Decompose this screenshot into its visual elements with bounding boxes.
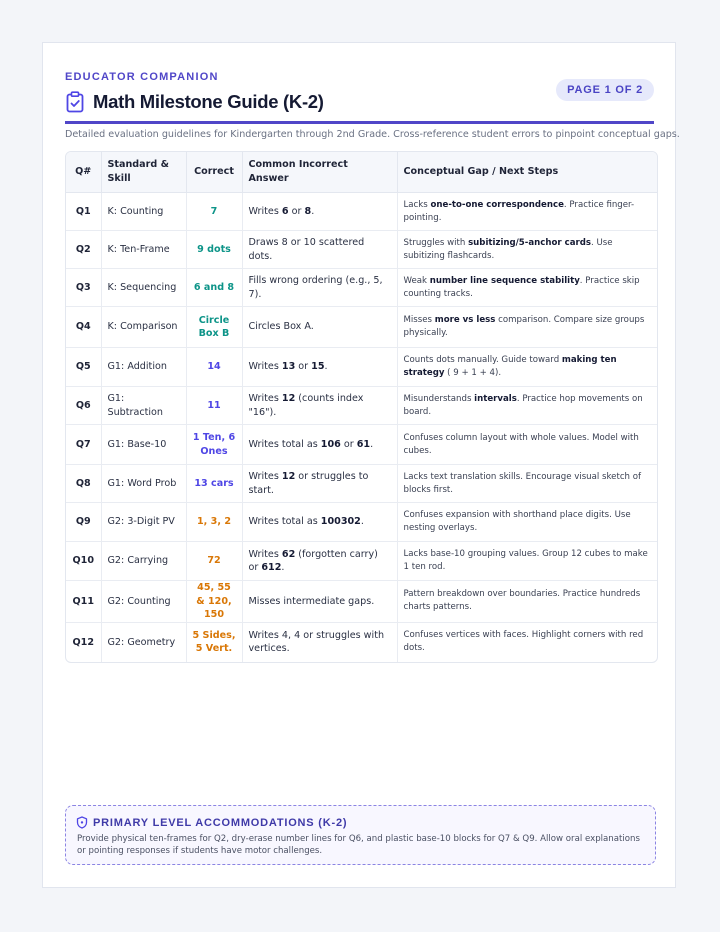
table-body [66, 193, 657, 663]
emphasis-text: 106 [320, 438, 341, 450]
text-segment: . Use subitizing flashcards. [403, 237, 613, 261]
question-number: Q3 [66, 269, 101, 307]
emphasis-text: one-to-one correspondence [430, 199, 564, 210]
text-segment: (counts index "16"). [248, 393, 364, 418]
emphasis-text: 612 [261, 562, 282, 573]
title-divider [65, 121, 654, 124]
emphasis-text: 12 [281, 471, 296, 482]
emphasis-text: number line sequence stability [429, 275, 580, 286]
question-number: Q9 [66, 503, 101, 542]
conceptual-gap [397, 307, 657, 348]
text-segment: Writes [248, 471, 282, 482]
incorrect-answer [242, 269, 397, 307]
question-number: Q5 [66, 348, 101, 387]
page-subtitle: Detailed evaluation guidelines for Kindergarten through 2nd Grade. Cross-reference student errors to pinpoint conceptual gaps. [65, 129, 680, 140]
column-header-skill: Standard & Skill [101, 152, 186, 193]
text-segment: or [295, 361, 312, 373]
emphasis-text: intervals [474, 393, 517, 404]
accommodations-box [65, 805, 656, 865]
emphasis-text: making ten strategy [403, 355, 617, 378]
question-number: Q4 [66, 307, 101, 348]
text-segment: Writes [248, 361, 282, 373]
table-row [66, 387, 657, 425]
table-row [66, 348, 657, 387]
text-segment: or [340, 438, 357, 450]
question-number: Q6 [66, 387, 101, 425]
text-segment: . [324, 361, 328, 373]
text-segment: Circles Box A. [248, 321, 314, 333]
column-header-q: Q# [66, 152, 101, 193]
emphasis-text: 12 [281, 393, 296, 404]
emphasis-text: subitizing/5-anchor cards [468, 237, 592, 248]
correct-answer: 11 [186, 387, 242, 425]
incorrect-answer [242, 622, 397, 662]
question-number: Q12 [66, 622, 101, 662]
standard-skill: G2: Counting [101, 581, 186, 623]
conceptual-gap [397, 193, 657, 231]
milestone-table [66, 152, 657, 662]
text-segment: Draws 8 or 10 scattered dots. [248, 237, 365, 262]
text-segment: or struggles to start. [248, 471, 369, 496]
text-segment: ( 9 + 1 + 4). [444, 368, 502, 378]
incorrect-answer [242, 503, 397, 542]
text-segment: Counts dots manually. Guide toward [403, 355, 562, 365]
question-number: Q1 [66, 193, 101, 231]
correct-answer: 7 [186, 193, 242, 231]
page-badge: PAGE 1 OF 2 [556, 79, 654, 101]
column-header-correct: Correct [186, 152, 242, 193]
standard-skill: K: Comparison [101, 307, 186, 348]
text-segment: . Practice finger-pointing. [403, 199, 635, 223]
emphasis-text: 8 [304, 205, 312, 217]
text-segment: . Practice skip counting tracks. [403, 275, 640, 299]
text-segment: . Practice hop movements on board. [403, 393, 643, 417]
emphasis-text: 100302 [320, 516, 361, 528]
table-row [66, 307, 657, 348]
correct-answer: 1 Ten, 6 Ones [186, 425, 242, 465]
correct-answer: Circle Box B [186, 307, 242, 348]
text-segment: Misses [403, 315, 435, 325]
text-segment: Confuses column layout with whole values. Model with cubes. [403, 432, 639, 456]
standard-skill: G1: Subtraction [101, 387, 186, 425]
text-segment: . [281, 562, 285, 573]
text-segment: comparison. Compare size groups physically. [403, 315, 645, 338]
correct-answer: 5 Sides, 5 Vert. [186, 622, 242, 662]
correct-answer: 9 dots [186, 231, 242, 269]
emphasis-text: 6 [281, 205, 289, 217]
incorrect-answer [242, 581, 397, 623]
conceptual-gap [397, 348, 657, 387]
correct-answer: 6 and 8 [186, 269, 242, 307]
emphasis-text: 61 [356, 438, 371, 450]
correct-answer: 45, 55 & 120, 150 [186, 581, 242, 623]
standard-skill: G1: Word Prob [101, 465, 186, 503]
conceptual-gap [397, 581, 657, 623]
incorrect-answer [242, 425, 397, 465]
conceptual-gap [397, 387, 657, 425]
table-row [66, 269, 657, 307]
emphasis-text: 15 [311, 361, 325, 373]
conceptual-gap [397, 465, 657, 503]
clipboard-check-icon [65, 91, 85, 113]
incorrect-answer [242, 193, 397, 231]
eyebrow-label: EDUCATOR COMPANION [65, 71, 219, 83]
text-segment: Confuses vertices with faces. Highlight corners with red dots. [403, 630, 644, 654]
incorrect-answer [242, 231, 397, 269]
standard-skill: K: Counting [101, 193, 186, 231]
emphasis-text: 13 [281, 361, 296, 373]
correct-answer: 1, 3, 2 [186, 503, 242, 542]
conceptual-gap [397, 269, 657, 307]
emphasis-text: more vs less [434, 315, 496, 325]
table-row [66, 193, 657, 231]
text-segment: Lacks text translation skills. Encourage visual sketch of blocks first. [403, 471, 642, 495]
incorrect-answer [242, 307, 397, 348]
incorrect-answer [242, 387, 397, 425]
conceptual-gap [397, 231, 657, 269]
text-segment: Struggles with [403, 237, 469, 248]
text-segment: (forgotten carry) or [248, 548, 378, 573]
incorrect-answer [242, 465, 397, 503]
text-segment: Confuses expansion with shorthand place digits. Use nesting overlays. [403, 510, 631, 533]
text-segment: Writes total as [248, 438, 321, 450]
accommodations-heading [76, 816, 347, 829]
text-segment: . [360, 516, 364, 528]
text-segment: Writes 4, 4 or struggles with vertices. [248, 629, 385, 655]
document-page [42, 42, 680, 888]
standard-skill: K: Ten-Frame [101, 231, 186, 269]
standard-skill: G2: Carrying [101, 542, 186, 581]
standard-skill: G1: Addition [101, 348, 186, 387]
standard-skill: K: Sequencing [101, 269, 186, 307]
text-segment: Lacks [403, 199, 431, 210]
conceptual-gap [397, 503, 657, 542]
table-row [66, 231, 657, 269]
accommodations-title: PRIMARY LEVEL ACCOMMODATIONS (K-2) [93, 816, 348, 829]
text-segment: Misses intermediate gaps. [248, 595, 375, 607]
shield-icon [76, 816, 88, 829]
correct-answer: 72 [186, 542, 242, 581]
table-row [66, 581, 657, 623]
column-header-incorrect: Common Incorrect Answer [242, 152, 397, 193]
conceptual-gap [397, 542, 657, 581]
question-number: Q11 [66, 581, 101, 623]
incorrect-answer [242, 348, 397, 387]
incorrect-answer [242, 542, 397, 581]
text-segment: Pattern breakdown over boundaries. Practice hundreds charts patterns. [403, 589, 641, 613]
text-segment: or [288, 205, 305, 217]
question-number: Q2 [66, 231, 101, 269]
question-number: Q10 [66, 542, 101, 581]
text-segment: Fills wrong ordering (e.g., 5, 7). [248, 275, 383, 300]
correct-answer: 13 cars [186, 465, 242, 503]
standard-skill: G1: Base-10 [101, 425, 186, 465]
column-header-gap: Conceptual Gap / Next Steps [397, 152, 657, 193]
text-segment: Writes [248, 205, 282, 217]
table-row [66, 622, 657, 662]
accommodations-text: Provide physical ten-frames for Q2, dry-erase number lines for Q6, and plastic base-10 blocks for Q7 & Q9. Allow oral explanations or pointing responses if students have motor challenges. [77, 834, 640, 856]
standard-skill: G2: 3-Digit PV [101, 503, 186, 542]
text-segment: Misunderstands [403, 393, 475, 404]
conceptual-gap [397, 622, 657, 662]
text-segment: Weak [403, 275, 430, 286]
question-number: Q7 [66, 425, 101, 465]
text-segment: Writes [248, 548, 282, 560]
text-segment: . [311, 205, 315, 217]
question-number: Q8 [66, 465, 101, 503]
text-segment: Writes [248, 393, 282, 404]
title-row [65, 91, 324, 113]
table-row [66, 465, 657, 503]
table-row [66, 425, 657, 465]
correct-answer: 14 [186, 348, 242, 387]
table-row [66, 542, 657, 581]
text-segment: . [370, 438, 374, 450]
milestone-table-container [65, 151, 658, 663]
table-row [66, 503, 657, 542]
text-segment: Writes total as [248, 516, 321, 528]
emphasis-text: 62 [281, 548, 296, 560]
conceptual-gap [397, 425, 657, 465]
text-segment: Lacks base-10 grouping values. Group 12 cubes to make 1 ten rod. [403, 549, 648, 572]
page-title: Math Milestone Guide (K-2) [93, 91, 324, 112]
standard-skill: G2: Geometry [101, 622, 186, 662]
table-header-row [66, 152, 657, 193]
